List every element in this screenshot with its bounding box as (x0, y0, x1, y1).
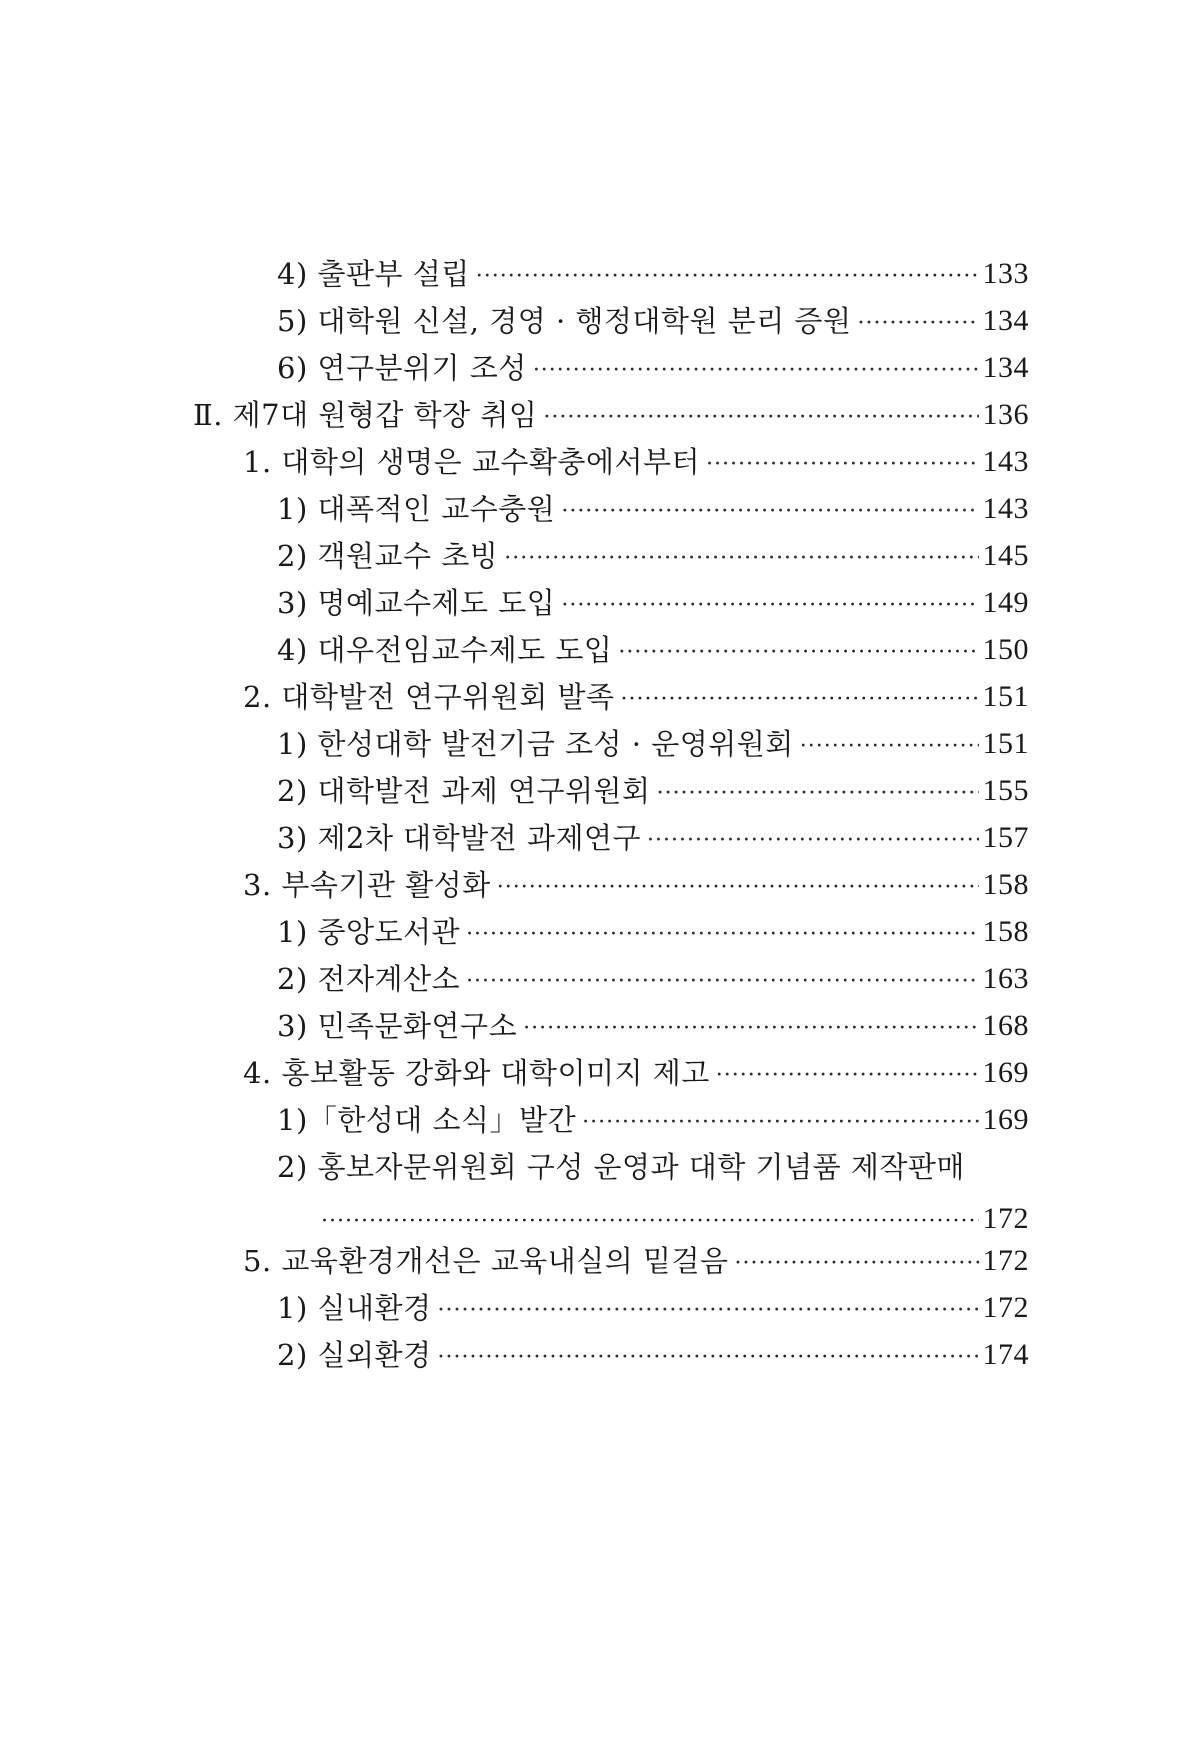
toc-entry (277, 1274, 1029, 1326)
toc-page-number: 157 (982, 821, 1029, 854)
toc-entry-label: 3) 명예교수제도 도입 (277, 586, 556, 620)
toc-entry-label: 5. 교육환경개선은 교육내실의 밑걸음 (243, 1244, 729, 1278)
toc-page-number: 149 (982, 586, 1029, 619)
toc-entry-label: 1)「한성대 소식」발간 (277, 1103, 577, 1137)
toc-entry-label: 3) 제2차 대학발전 과제연구 (277, 821, 642, 855)
toc-page-number: 163 (982, 962, 1029, 995)
toc-entry-label: 5) 대학원 신설, 경영 · 행정대학원 분리 증원 (277, 304, 852, 338)
toc-leader-dots (438, 1343, 979, 1373)
toc-entry-label: 2) 대학발전 과제 연구위원회 (277, 774, 651, 808)
toc-entry-label: 1. 대학의 생명은 교수확충에서부터 (243, 445, 701, 479)
toc-entry-label: 2) 객원교수 초빙 (277, 539, 499, 573)
toc-section-entry (243, 1039, 1029, 1091)
toc-entry (277, 804, 1029, 856)
toc-page-number: 168 (982, 1009, 1029, 1042)
toc-entry (277, 569, 1029, 621)
toc-page-number: 172 (982, 1244, 1029, 1277)
toc-page-number: 158 (982, 868, 1029, 901)
toc-section-entry (243, 851, 1029, 903)
toc-entry-label: 4) 출판부 설립 (277, 257, 470, 291)
toc-page-number: 134 (982, 351, 1029, 384)
toc-entry-label: 2) 전자계산소 (277, 962, 461, 996)
toc-entry-label: 1) 대폭적인 교수충원 (277, 492, 556, 526)
toc-entry (277, 710, 1029, 762)
toc-entry-label: 1) 실내환경 (277, 1291, 432, 1325)
toc-entry-label: Ⅱ. 제7대 원형갑 학장 취임 (193, 398, 538, 432)
toc-entry (277, 757, 1029, 809)
toc-page-number: 143 (982, 492, 1029, 525)
toc-entry (277, 334, 1029, 386)
toc-entry-label: 2) 실외환경 (277, 1338, 432, 1372)
toc-entry (277, 522, 1029, 574)
toc-page-number: 172 (982, 1291, 1029, 1324)
toc-entry-label: 6) 연구분위기 조성 (277, 351, 527, 385)
toc-entry-label: 4) 대우전임교수제도 도입 (277, 633, 613, 667)
toc-entry (277, 287, 1029, 339)
toc-page-number: 169 (982, 1056, 1029, 1089)
toc-page-number: 136 (982, 398, 1029, 431)
toc-entry-label: 1) 한성대학 발전기금 조성 · 운영위원회 (277, 727, 794, 761)
toc-entry (277, 616, 1029, 668)
toc-entry-label: 2. 대학발전 연구위원회 발족 (243, 680, 615, 714)
toc-page-number: 172 (982, 1202, 1029, 1235)
toc-entry-label: 2) 홍보자문위원회 구성 운영과 대학 기념품 제작판매 (277, 1150, 965, 1184)
toc-section-entry (243, 1227, 1029, 1279)
toc-page-number: 151 (982, 680, 1029, 713)
toc-entry (277, 240, 1029, 292)
toc-entry-label: 4. 홍보활동 강화와 대학이미지 제고 (243, 1056, 710, 1090)
toc-section-entry (243, 428, 1029, 480)
toc-entry (277, 992, 1029, 1044)
toc-entry-label: 3) 민족문화연구소 (277, 1009, 518, 1043)
toc-part-entry (193, 381, 1029, 433)
toc-page-number: 158 (982, 915, 1029, 948)
toc-entry-label: 3. 부속기관 활성화 (243, 868, 491, 902)
toc-page-number: 143 (982, 445, 1029, 478)
toc-page-number: 169 (982, 1103, 1029, 1136)
toc-page-number: 155 (982, 774, 1029, 807)
toc-entry (277, 1086, 1029, 1138)
toc-page-number: 174 (982, 1338, 1029, 1371)
toc-page-number: 133 (982, 257, 1029, 290)
toc-page-number: 150 (982, 633, 1029, 666)
toc-page-number: 134 (982, 304, 1029, 337)
toc-entry (277, 898, 1029, 950)
toc-entry (277, 475, 1029, 527)
toc-entry-label: 1) 중앙도서관 (277, 915, 461, 949)
toc-section-entry (243, 663, 1029, 715)
toc-entry (277, 1321, 1029, 1373)
toc-entry (277, 945, 1029, 997)
toc-page-number: 145 (982, 539, 1029, 572)
toc-page-number: 151 (982, 727, 1029, 760)
toc-entry-multiline (277, 1133, 1029, 1237)
